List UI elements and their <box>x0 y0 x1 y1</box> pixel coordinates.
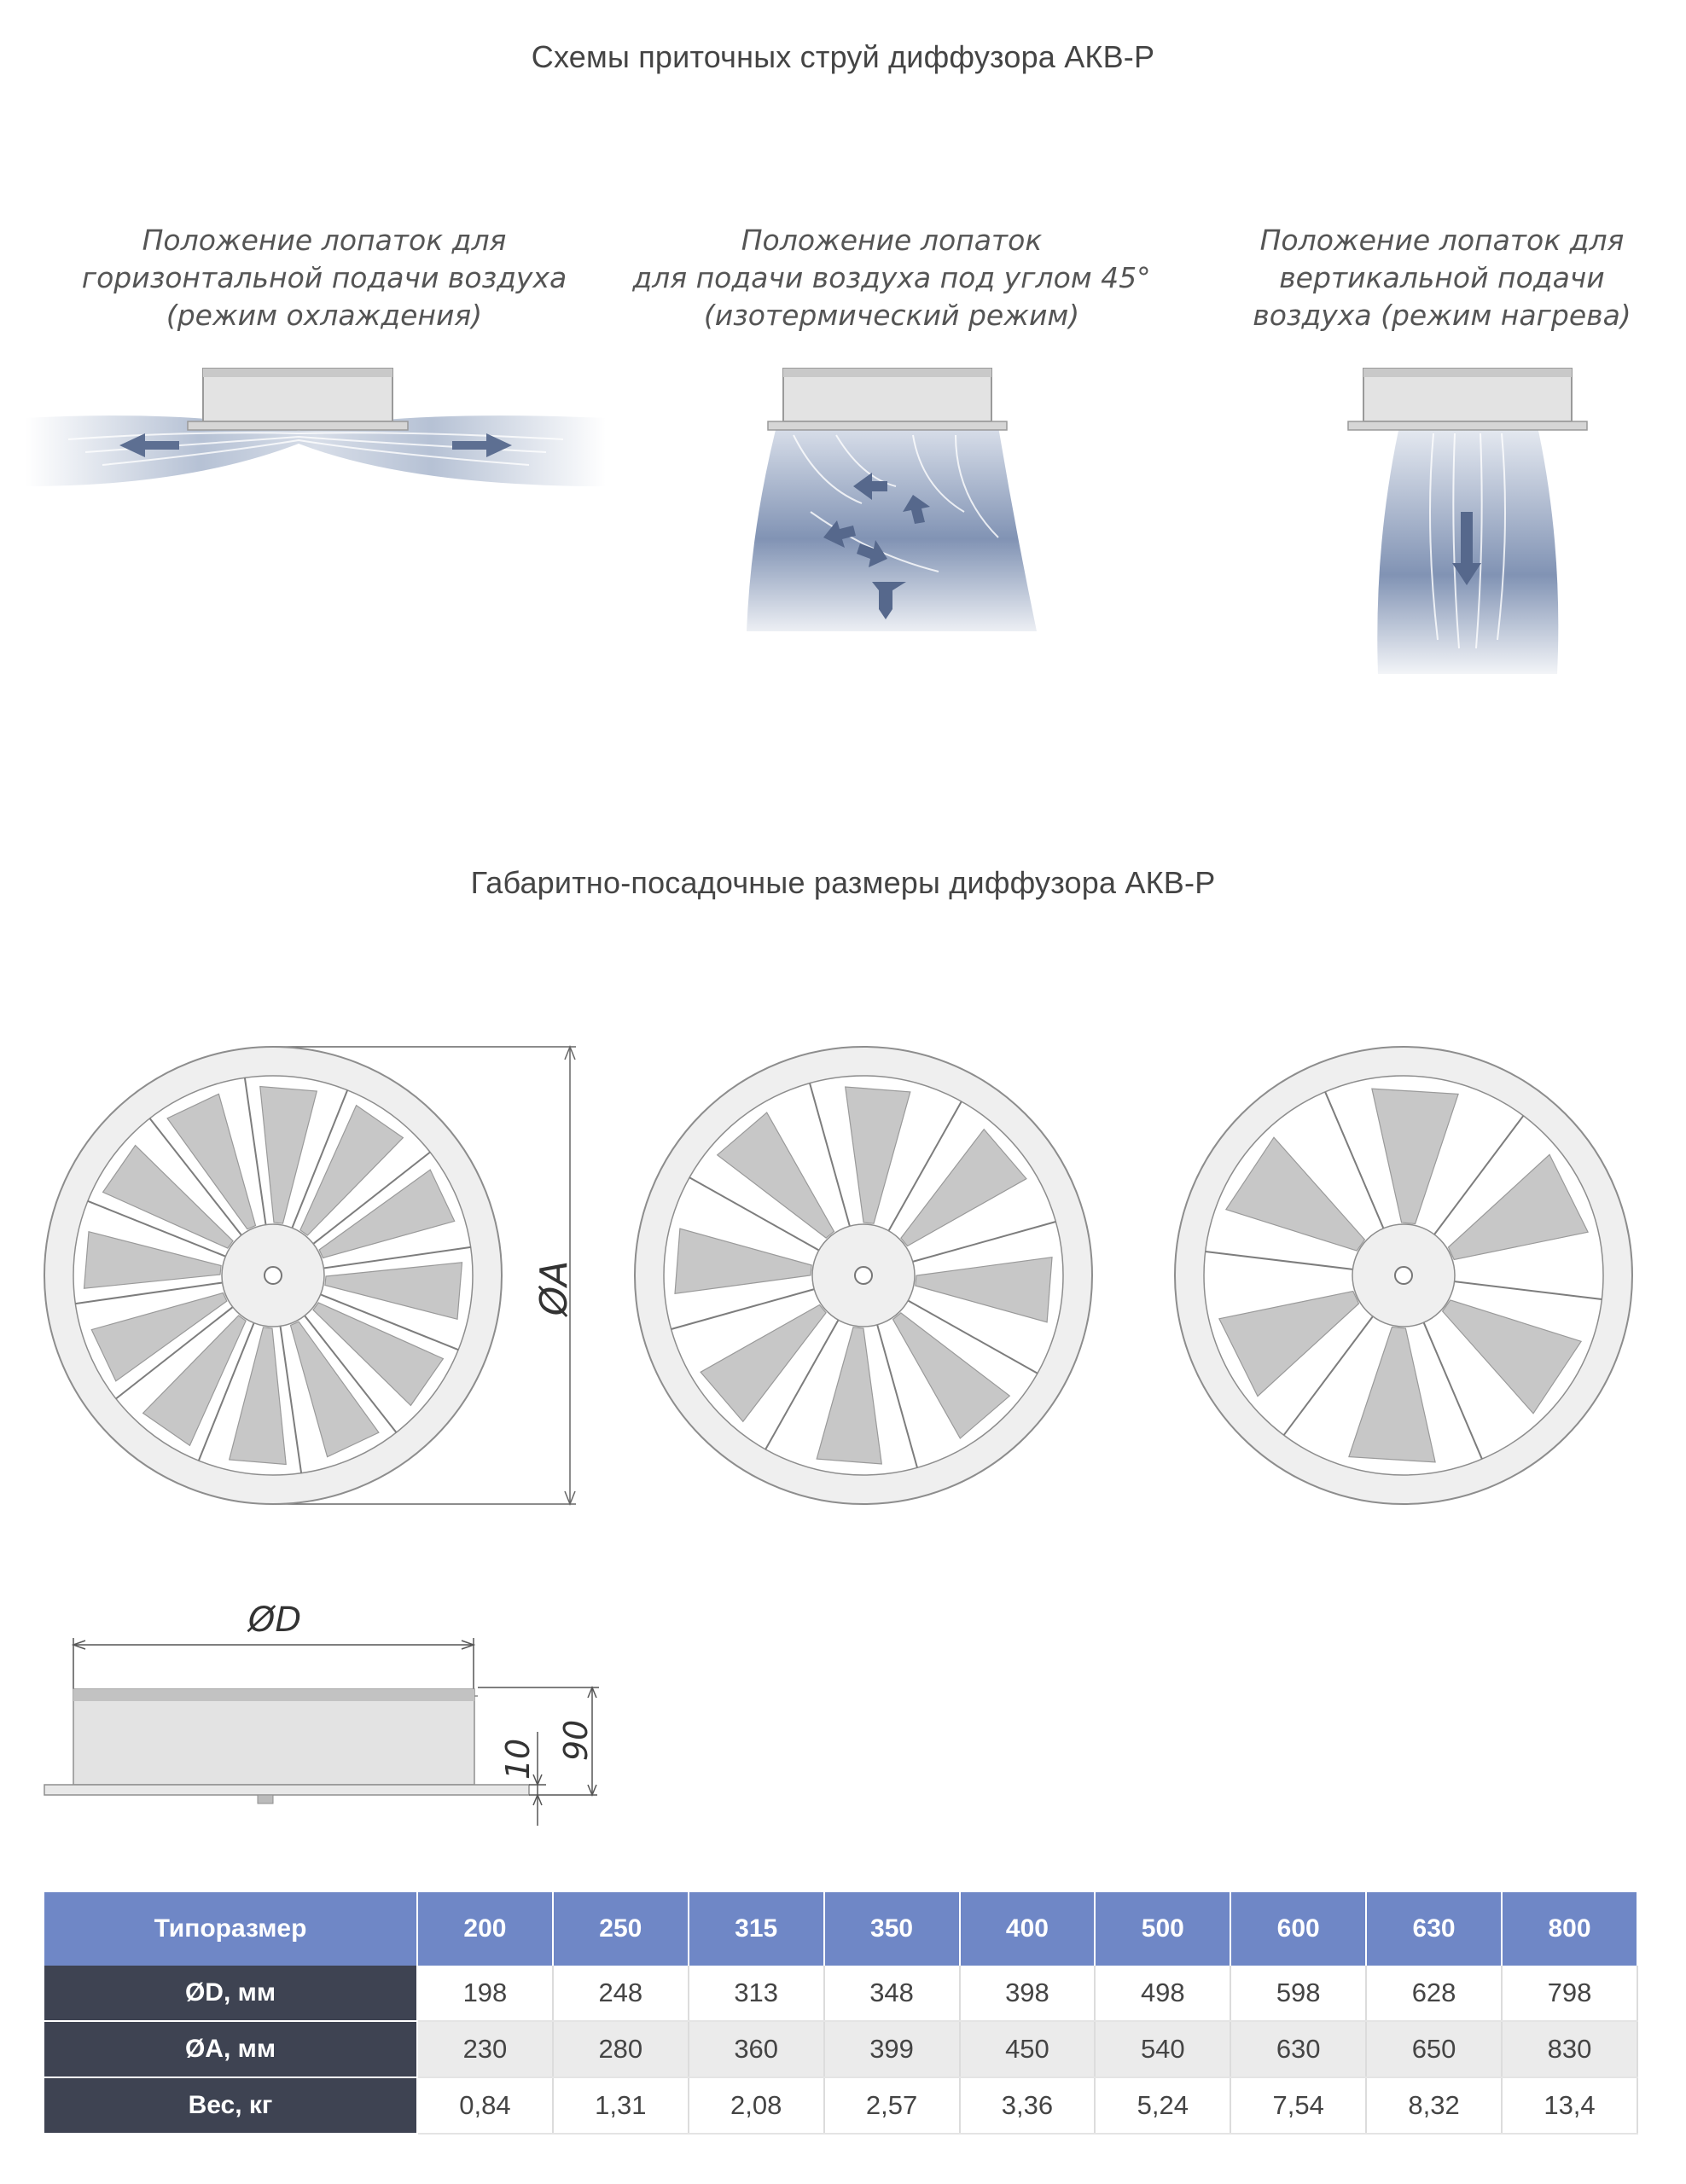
scheme-vertical-caption <box>1169 222 1686 334</box>
vertical-airflow-icon <box>1340 358 1596 682</box>
side-view-drawing <box>34 1604 631 1851</box>
diffuser-wheels <box>44 1047 1632 1504</box>
table-cell: 13,4 <box>1502 2077 1637 2134</box>
diffuser-side-hub <box>258 1795 273 1804</box>
diffuser-hub-screw <box>1395 1267 1412 1284</box>
table-cell: 798 <box>1502 1966 1637 2021</box>
table-cell: 450 <box>960 2021 1096 2077</box>
scheme-horizontal-caption <box>51 222 597 334</box>
row-label: Вес, кг <box>44 2077 417 2134</box>
table-cell: 1,31 <box>553 2077 689 2134</box>
diffuser-side-body <box>73 1689 474 1785</box>
table-cell: 498 <box>1095 1966 1230 2021</box>
total-height-label: 90 <box>557 1719 595 1762</box>
table-cell: 230 <box>417 2021 553 2077</box>
table-cell: 198 <box>417 1966 553 2021</box>
table-cell: 628 <box>1366 1966 1502 2021</box>
row-label: ØD, мм <box>44 1966 417 2021</box>
table-row <box>44 1966 1637 2021</box>
table-cell: 630 <box>1230 2021 1366 2077</box>
diameter-d-dimension <box>73 1638 474 1689</box>
table-cell: 540 <box>1095 2021 1230 2077</box>
diffuser-hub-screw <box>855 1267 872 1284</box>
spec-table <box>44 1892 1638 2135</box>
table-cell: 598 <box>1230 1966 1366 2021</box>
table-cell: 398 <box>960 1966 1096 2021</box>
table-cell: 348 <box>824 1966 960 2021</box>
table-cell: 313 <box>689 1966 824 2021</box>
caption-line: (изотермический режим) <box>703 299 1080 332</box>
jets-section-title: Схемы приточных струй диффузора АКВ-Р <box>531 39 1155 74</box>
table-row <box>44 2077 1637 2134</box>
caption-line: вертикальной подачи <box>1279 261 1605 294</box>
diffuser-flange <box>768 421 1007 430</box>
diffuser-flange <box>1348 421 1587 430</box>
row-label: ØA, мм <box>44 2021 417 2077</box>
table-cell: 8,32 <box>1366 2077 1502 2134</box>
angled-airflow-icon <box>742 358 1049 648</box>
table-cell: 360 <box>689 2021 824 2077</box>
caption-line: Положение лопаток для <box>142 224 507 257</box>
diameter-a-label: ØA <box>532 1260 576 1316</box>
diameter-d-label: ØD <box>247 1604 302 1640</box>
table-cell: 0,84 <box>417 2077 553 2134</box>
flange-height-label: 10 <box>499 1738 537 1780</box>
diffuser-side-top <box>73 1689 474 1701</box>
scheme-angled-caption <box>619 222 1165 334</box>
header-size: 800 <box>1502 1892 1637 1966</box>
diffuser-top <box>1363 369 1572 377</box>
caption-line: горизонтальной подачи воздуха <box>81 261 567 294</box>
header-size: 630 <box>1366 1892 1502 1966</box>
diffuser-flange <box>188 421 408 430</box>
horizontal-airflow-icon <box>17 358 614 529</box>
header-size: 500 <box>1095 1892 1230 1966</box>
table-header-row <box>44 1892 1637 1966</box>
table-cell: 7,54 <box>1230 2077 1366 2134</box>
table-cell: 2,57 <box>824 2077 960 2134</box>
header-size: 350 <box>824 1892 960 1966</box>
table-cell: 3,36 <box>960 2077 1096 2134</box>
caption-line: воздуха (режим нагрева) <box>1253 299 1631 332</box>
header-label: Типоразмер <box>44 1892 417 1966</box>
dimensions-section-title: Габаритно-посадочные размеры диффузора АКВ-Р <box>470 865 1216 900</box>
table-cell: 248 <box>553 1966 689 2021</box>
table-cell: 2,08 <box>689 2077 824 2134</box>
header-size: 250 <box>553 1892 689 1966</box>
diffuser-side-flange <box>44 1785 529 1795</box>
caption-line: для подачи воздуха под углом 45° <box>632 261 1151 294</box>
front-view-drawings <box>0 1007 1686 1536</box>
header-size: 200 <box>417 1892 553 1966</box>
header-size: 600 <box>1230 1892 1366 1966</box>
table-cell: 830 <box>1502 2021 1637 2077</box>
caption-line: Положение лопаток для <box>1259 224 1625 257</box>
table-row <box>44 2021 1637 2077</box>
caption-line: Положение лопаток <box>741 224 1043 257</box>
diffuser-hub-screw <box>265 1267 282 1284</box>
caption-line: (режим охлаждения) <box>166 299 483 332</box>
header-size: 315 <box>689 1892 824 1966</box>
header-size: 400 <box>960 1892 1096 1966</box>
table-cell: 399 <box>824 2021 960 2077</box>
table-cell: 650 <box>1366 2021 1502 2077</box>
diffuser-top <box>783 369 991 377</box>
table-cell: 5,24 <box>1095 2077 1230 2134</box>
diffuser-top <box>203 369 392 377</box>
table-cell: 280 <box>553 2021 689 2077</box>
